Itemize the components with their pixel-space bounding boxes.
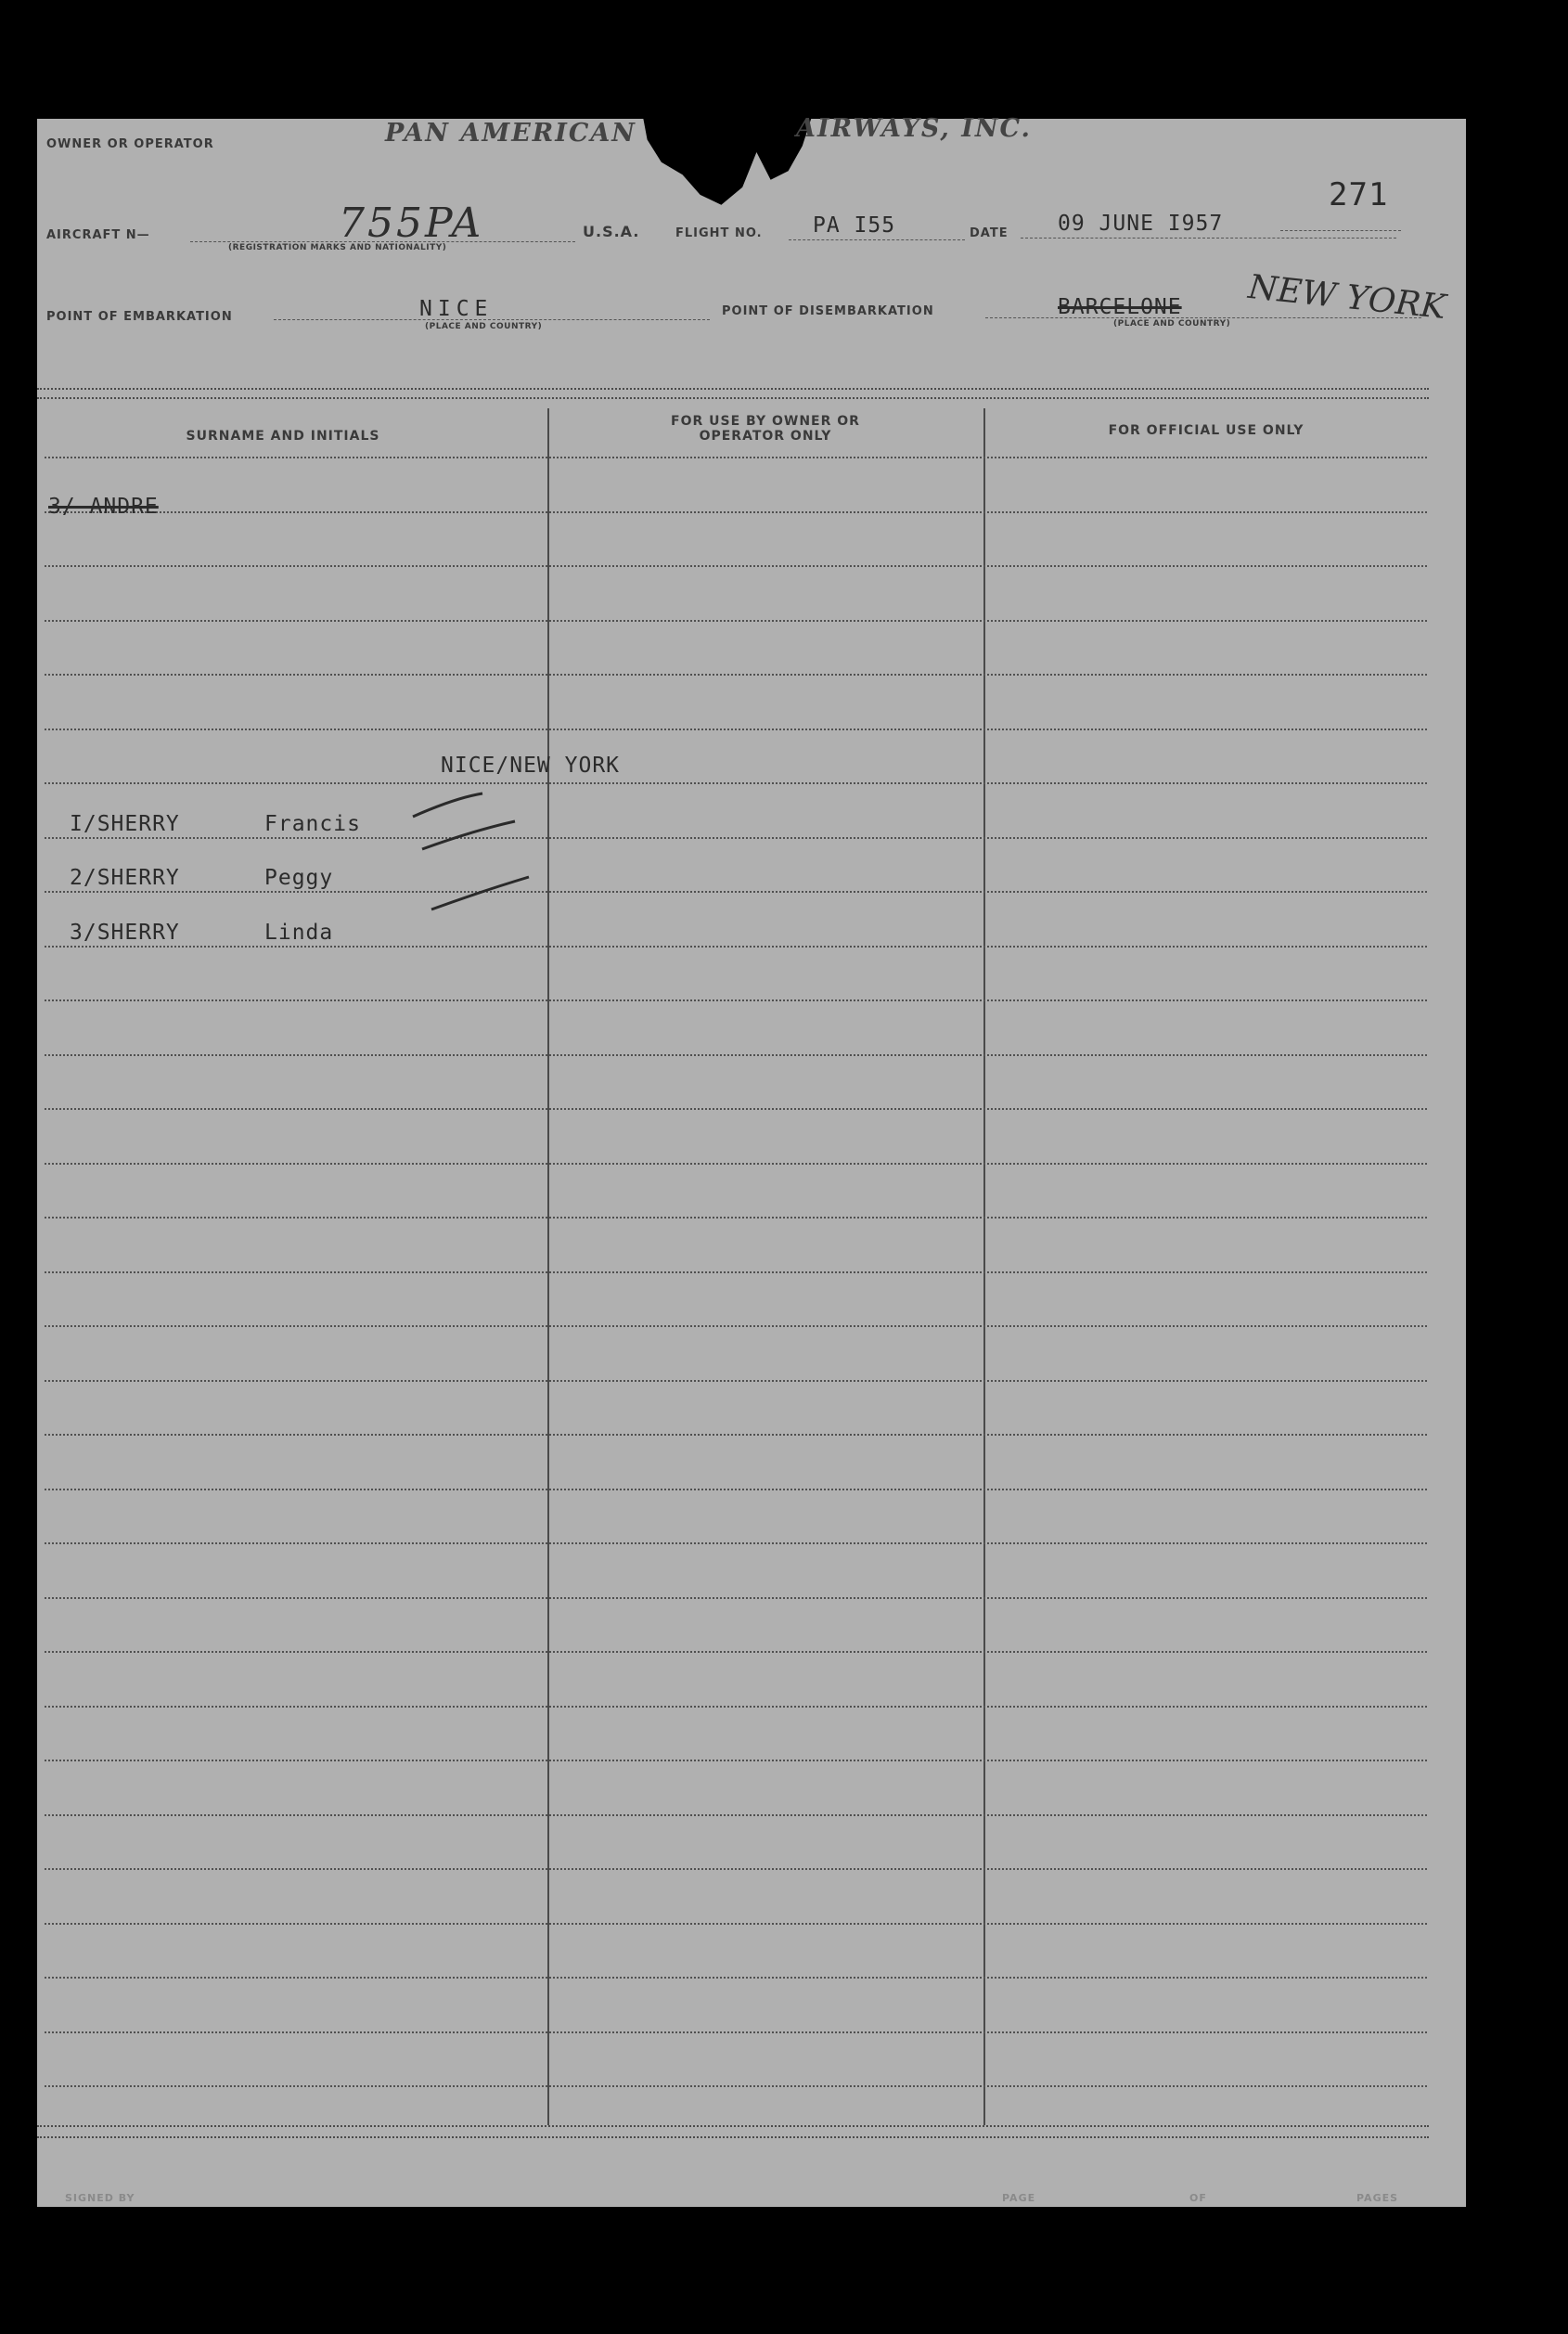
row-line [45, 1868, 1427, 1870]
row-line [45, 2031, 1427, 2033]
row-line [45, 1054, 1427, 1056]
row-line [45, 1489, 1427, 1490]
row-line [45, 1760, 1427, 1761]
row-line [45, 1217, 1427, 1219]
row-line [45, 837, 1427, 839]
row-line [45, 891, 1427, 893]
owner-value: PAN AMERICAN [385, 119, 636, 148]
passenger-1-surname: I/SHERRY [70, 812, 180, 836]
page-number-underline [1280, 230, 1401, 231]
passenger-2-given: Peggy [264, 866, 334, 890]
of-label: OF [1189, 2192, 1207, 2204]
row-line [45, 999, 1427, 1001]
row-line [45, 1163, 1427, 1165]
row-line [45, 1325, 1427, 1327]
page-label: PAGE [1002, 2192, 1036, 2204]
row-line [45, 1542, 1427, 1544]
row-line [45, 565, 1427, 567]
disembarkation-struck: BARCELONE [1058, 295, 1182, 319]
owner-label: OWNER OR OPERATOR [46, 137, 214, 151]
country-label: U.S.A. [583, 223, 640, 240]
row-line [45, 1923, 1427, 1925]
row-line [45, 457, 1427, 458]
row-line [45, 946, 1427, 948]
passenger-1-given: Francis [264, 812, 361, 836]
row-line [45, 1706, 1427, 1708]
disembarkation-label: POINT OF DISEMBARKATION [722, 304, 934, 318]
header-rule-top [37, 388, 1429, 390]
column-owner-use: FOR USE BY OWNER OR OPERATOR ONLY [671, 414, 860, 444]
aircraft-label: AIRCRAFT N— [46, 228, 150, 242]
row-line [45, 729, 1427, 730]
signed-by-label: SIGNED BY [65, 2192, 135, 2204]
date-value: 09 JUNE I957 [1058, 212, 1224, 236]
flight-value: PA I55 [813, 213, 896, 238]
row-line [45, 1434, 1427, 1436]
embarkation-underline [274, 319, 710, 320]
header-rule-bottom [37, 397, 1429, 399]
row-line [45, 782, 1427, 784]
page-number: 271 [1329, 176, 1389, 213]
passenger-3-given: Linda [264, 921, 334, 945]
passenger-3-surname: 3/SHERRY [70, 921, 180, 945]
row-line [45, 1108, 1427, 1110]
disembarkation-underline [985, 317, 1421, 318]
row-line [45, 1651, 1427, 1653]
disembarkation-value: NEW YORK [1246, 267, 1448, 328]
struck-entry: 3/ ANDRE [48, 495, 159, 519]
check-mark-1 [413, 793, 482, 817]
embarkation-label: POINT OF EMBARKATION [46, 310, 233, 324]
pages-label: PAGES [1356, 2192, 1399, 2204]
owner-value-suffix: AIRWAYS, INC. [796, 114, 1032, 143]
footer-rule-bottom [37, 2136, 1429, 2138]
column-surname: SURNAME AND INITIALS [186, 429, 380, 444]
row-line [45, 1380, 1427, 1382]
flight-label: FLIGHT NO. [675, 226, 763, 240]
date-underline [1021, 238, 1396, 239]
check-marks [408, 789, 538, 928]
row-line [45, 2085, 1427, 2087]
route-label: NICE/NEW YORK [441, 754, 621, 778]
embarkation-hint: (PLACE AND COUNTRY) [425, 322, 543, 331]
check-mark-2 [422, 821, 515, 849]
row-line [45, 1271, 1427, 1273]
check-mark-3 [431, 877, 529, 909]
column-official-use: FOR OFFICIAL USE ONLY [1108, 423, 1305, 438]
aircraft-value: 755PA [339, 200, 484, 247]
ruled-rows [45, 457, 1427, 2127]
embarkation-value: NICE [419, 297, 494, 321]
registration-hint: (REGISTRATION MARKS AND NATIONALITY) [228, 243, 447, 252]
date-label: DATE [970, 226, 1009, 240]
passenger-2-surname: 2/SHERRY [70, 866, 180, 890]
row-line [45, 674, 1427, 676]
row-line [45, 620, 1427, 622]
row-line [45, 1597, 1427, 1599]
aircraft-underline [190, 241, 575, 242]
disembarkation-hint: (PLACE AND COUNTRY) [1113, 319, 1231, 329]
flight-underline [789, 239, 965, 240]
footer-rule-top [37, 2125, 1429, 2127]
row-line [45, 511, 1427, 513]
row-line [45, 1814, 1427, 1816]
row-line [45, 1977, 1427, 1979]
